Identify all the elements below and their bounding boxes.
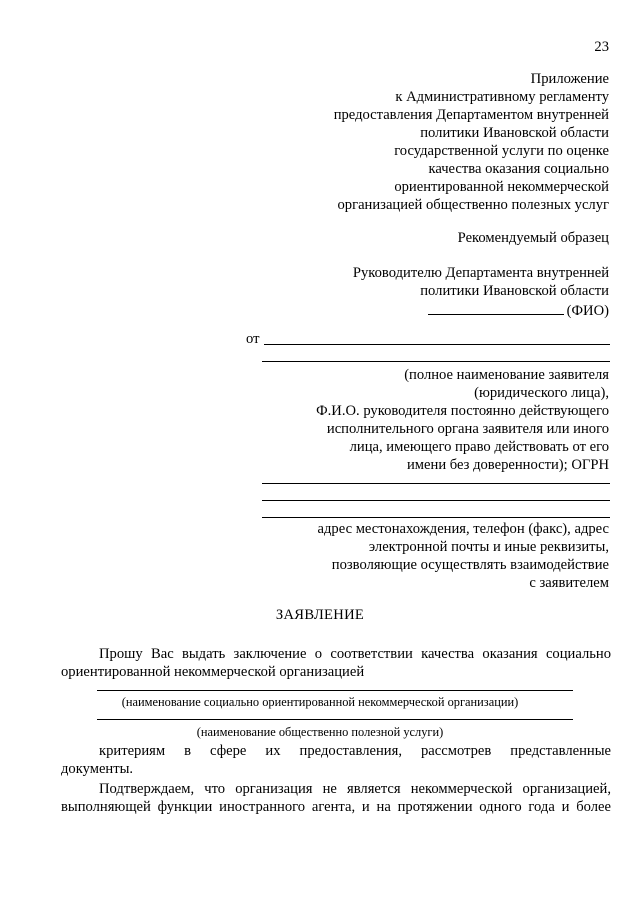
- ogrn-blank-line[interactable]: [262, 500, 610, 501]
- confirm-paragraph: [99, 780, 611, 798]
- applicant-caption: [316, 366, 609, 474]
- fio-label: (ФИО): [566, 303, 609, 319]
- caption-line: электронной почты и иные реквизиты,: [368, 539, 609, 555]
- caption-line: позволяющие осуществлять взаимодействие: [331, 557, 609, 573]
- appendix-header: [334, 70, 609, 214]
- caption-line: имени без доверенности); ОГРН: [406, 457, 609, 473]
- fio-line: [353, 300, 609, 320]
- caption-line: лица, имеющего право действовать от его: [349, 439, 609, 455]
- from-row: [246, 330, 611, 348]
- from-label: от: [246, 331, 260, 347]
- request-paragraph-cont: [61, 663, 611, 681]
- confirm-paragraph-cont: [61, 798, 611, 816]
- appendix-line: государственной услуги по оценке: [394, 143, 609, 159]
- paragraph-line: Подтверждаем, что организация не является некоммерческой организацией,: [99, 781, 611, 797]
- sample-label: Рекомендуемый образец: [457, 230, 609, 246]
- caption-line: исполнительного органа заявителя или иного: [326, 421, 609, 437]
- appendix-line: Приложение: [530, 71, 609, 87]
- caption-line: (юридического лица),: [474, 385, 609, 401]
- caption-line: (полное наименование заявителя: [404, 367, 609, 383]
- address-caption: [318, 520, 609, 592]
- paragraph-line: документы.: [61, 761, 134, 777]
- caption-line: адрес местонахождения, телефон (факс), адрес: [317, 521, 609, 537]
- appendix-line: качества оказания социально: [428, 161, 609, 177]
- org-name-caption: (наименование социально ориентированной некоммерческой организации): [121, 695, 519, 709]
- paragraph-line: критериям в сфере их предоставления, рассмотрев представленные: [99, 743, 611, 759]
- recipient-line: политики Ивановской области: [420, 283, 609, 299]
- paragraph-line: выполняющей функции иностранного агента, и на протяжении одного года и более: [61, 799, 611, 815]
- recipient-line: Руководителю Департамента внутренней: [352, 265, 609, 281]
- document-title: ЗАЯВЛЕНИЕ: [275, 607, 365, 623]
- paragraph-line: ориентированной некоммерческой организацией: [61, 664, 365, 680]
- appendix-line: к Административному регламенту: [395, 89, 609, 105]
- org-name-blank-line[interactable]: [97, 690, 573, 691]
- service-name-blank-line[interactable]: [97, 719, 573, 720]
- paragraph-line: Прошу Вас выдать заключение о соответствии качества оказания социально: [99, 646, 611, 662]
- appendix-line: предоставления Департаментом внутренней: [333, 107, 609, 123]
- caption-line: Ф.И.О. руководителя постоянно действующего: [316, 403, 609, 419]
- caption-line: с заявителем: [529, 575, 609, 591]
- ogrn-blank-line[interactable]: [262, 483, 610, 484]
- fio-blank[interactable]: [428, 300, 564, 315]
- appendix-line: ориентированной некоммерческой: [394, 179, 609, 195]
- appendix-line: политики Ивановской области: [420, 125, 609, 141]
- criteria-paragraph-cont: [61, 760, 611, 778]
- recipient-block: [353, 264, 609, 320]
- request-paragraph: [61, 645, 611, 663]
- page-number: 23: [594, 39, 609, 55]
- ogrn-blank-line[interactable]: [262, 517, 610, 518]
- criteria-paragraph: [99, 742, 611, 760]
- applicant-blank-line[interactable]: [264, 344, 610, 345]
- appendix-line: организацией общественно полезных услуг: [337, 197, 609, 213]
- applicant-blank-line[interactable]: [262, 361, 610, 362]
- service-name-caption: (наименование общественно полезной услуги): [196, 725, 444, 739]
